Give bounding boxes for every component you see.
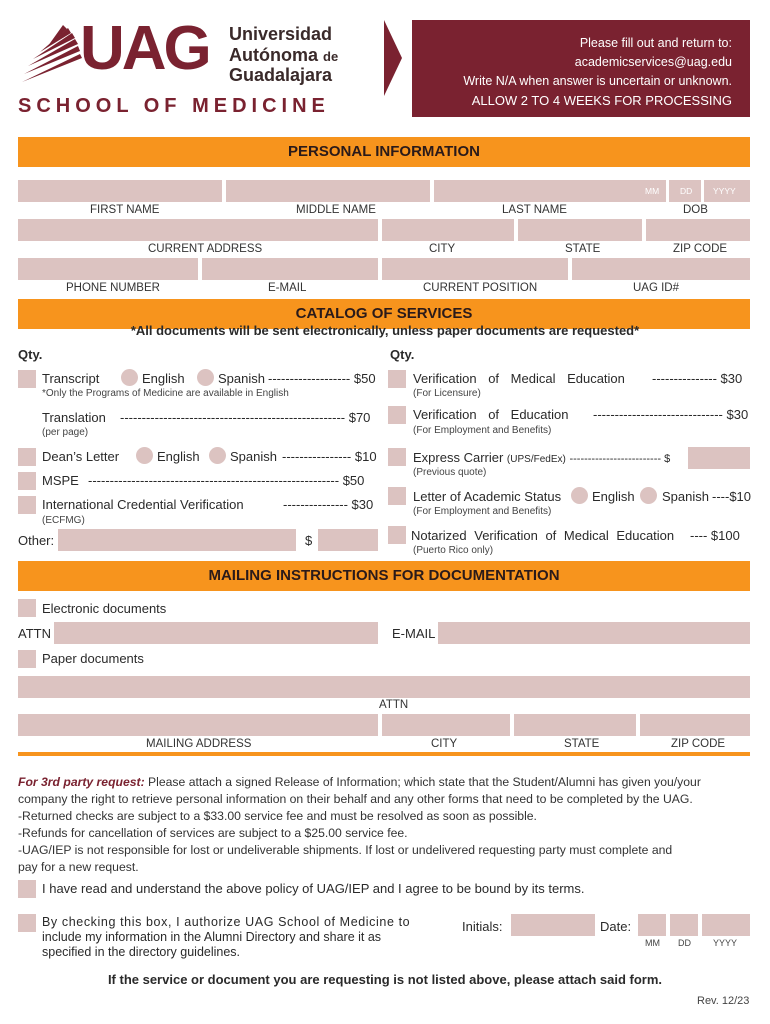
revision-label: Rev. 12/23 <box>697 995 750 1007</box>
translation-price: ---------------------------------------------------- $70 <box>120 410 371 425</box>
other-dollar: $ <box>305 533 313 548</box>
middle-name-label: MIDDLE NAME <box>296 204 376 216</box>
dob-yyyy-placeholder: YYYY <box>713 186 736 196</box>
other-label: Other: <box>18 533 55 548</box>
las-checkbox[interactable] <box>388 487 406 505</box>
vme-label: Verification of Medical Education <box>413 371 625 386</box>
logo-line-universidad: Universidad <box>229 24 333 44</box>
electronic-checkbox[interactable] <box>18 599 36 617</box>
third-party-text: Please attach a signed Release of Information; which state that the Student/Alumni has given you/your <box>144 775 701 789</box>
current-address-label: CURRENT ADDRESS <box>148 243 263 255</box>
las-label: Letter of Academic Status <box>413 489 562 504</box>
authorize-checkbox[interactable] <box>18 914 36 932</box>
agree-label: I have read and understand the above policy of UAG/IEP and I agree to be bound by its terms. <box>42 881 585 896</box>
las-english-label: English <box>592 489 635 504</box>
mailing-divider <box>18 752 750 756</box>
middle-name-field[interactable] <box>226 180 430 202</box>
header-arrow <box>384 20 402 96</box>
paper-label: Paper documents <box>42 651 144 666</box>
mailing-address-field[interactable] <box>18 714 378 736</box>
processing-notice: ALLOW 2 TO 4 WEEKS FOR PROCESSING <box>471 93 732 108</box>
las-spanish-label: Spanish <box>662 489 709 504</box>
date-label: Date: <box>600 919 632 934</box>
deans-spanish-label: Spanish <box>230 449 277 464</box>
paper-checkbox[interactable] <box>18 650 36 668</box>
transcript-price: ------------------- $50 <box>268 371 376 386</box>
other-amount-field[interactable] <box>318 529 378 551</box>
las-price: ----$10 <box>712 489 752 504</box>
attn-field[interactable] <box>54 622 378 644</box>
mailing-state-field[interactable] <box>514 714 636 736</box>
logo-line-autonoma <box>229 45 338 66</box>
express-amount-field[interactable] <box>688 447 750 469</box>
policy-line-4: -Refunds for cancellation of services are subject to a $25.00 service fee. <box>18 826 408 840</box>
translation-label: Translation <box>42 410 106 425</box>
icv-label: International Credential Verification <box>42 497 244 512</box>
return-email: academicservices@uag.edu <box>574 55 732 69</box>
policy-text <box>18 774 758 876</box>
phone-field[interactable] <box>18 258 198 280</box>
uag-id-field[interactable] <box>572 258 750 280</box>
logo-autonoma: Autónoma <box>229 45 318 65</box>
current-position-field[interactable] <box>382 258 568 280</box>
express-label <box>413 450 670 465</box>
las-spanish-radio[interactable] <box>640 487 657 504</box>
logo-de: de <box>323 49 339 64</box>
deans-english-radio[interactable] <box>136 447 153 464</box>
initials-label: Initials: <box>462 919 503 934</box>
nvme-checkbox[interactable] <box>388 526 406 544</box>
authorize-line-1: By checking this box, I authorize UAG School of Medicine to <box>42 915 411 929</box>
deans-price: ---------------- $10 <box>282 449 377 464</box>
zip-label: ZIP CODE <box>673 243 728 255</box>
sunburst-logo-icon <box>18 24 88 84</box>
first-name-field[interactable] <box>18 180 222 202</box>
mailing-bar <box>18 561 750 591</box>
logo-uag-text: UAG <box>80 14 209 83</box>
date-dd-label: DD <box>678 938 691 948</box>
state-field[interactable] <box>518 219 642 241</box>
dob-dd-placeholder: DD <box>680 186 693 196</box>
nvme-price: ---- $100 <box>690 528 740 543</box>
express-note: (Previous quote) <box>413 467 487 478</box>
policy-line-5: -UAG/IEP is not responsible for lost or undeliverable shipments. If lost or undelivered requesting party must complete and <box>18 843 673 857</box>
authorize-line-2: include my information in the Alumni Directory and share it as <box>42 930 382 944</box>
transcript-note: *Only the Programs of Medicine are available in English <box>42 388 289 399</box>
date-dd-field[interactable] <box>670 914 698 936</box>
transcript-spanish-radio[interactable] <box>197 369 214 386</box>
policy-line-3: -Returned checks are subject to a $33.00 service fee and must be resolved as soon as possible. <box>18 809 537 823</box>
other-field[interactable] <box>58 529 296 551</box>
transcript-checkbox[interactable] <box>18 370 36 388</box>
deans-english-label: English <box>157 449 200 464</box>
mail-email-label: E-MAIL <box>392 626 436 641</box>
city-label: CITY <box>429 243 456 255</box>
personal-info-title: PERSONAL INFORMATION <box>288 143 480 160</box>
express-dashes: ------------------------- $ <box>569 453 671 465</box>
express-checkbox[interactable] <box>388 448 406 466</box>
instructions-line-3: Write N/A when answer is uncertain or unknown. <box>463 74 732 88</box>
ve-checkbox[interactable] <box>388 406 406 424</box>
policy-line-1 <box>18 774 758 791</box>
vme-checkbox[interactable] <box>388 370 406 388</box>
ve-note: (For Employment and Benefits) <box>413 425 552 436</box>
express-carrier-type: (UPS/FedEx) <box>506 454 566 465</box>
paper-attn-field[interactable] <box>18 676 750 698</box>
third-party-label: For 3rd party request: <box>18 775 145 789</box>
vme-note: (For Licensure) <box>413 388 481 399</box>
paper-attn-label: ATTN <box>379 699 409 711</box>
uag-id-label: UAG ID# <box>633 282 680 294</box>
zip-field[interactable] <box>646 219 750 241</box>
nvme-label: Notarized Verification of Medical Education <box>411 528 675 543</box>
express-carrier-label: Express Carrier <box>413 450 504 465</box>
current-address-field[interactable] <box>18 219 378 241</box>
mspe-price: ---------------------------------------------------------- $50 <box>88 473 365 488</box>
ve-label: Verification of Education <box>413 407 569 422</box>
phone-label: PHONE NUMBER <box>66 282 160 294</box>
deans-letter-checkbox[interactable] <box>18 448 36 466</box>
school-of-medicine: SCHOOL OF MEDICINE <box>18 95 330 117</box>
agree-checkbox[interactable] <box>18 880 36 898</box>
dob-label: DOB <box>683 204 708 216</box>
deans-spanish-radio[interactable] <box>209 447 226 464</box>
vme-price: --------------- $30 <box>652 371 743 386</box>
transcript-spanish-label: Spanish <box>218 371 265 386</box>
qty-right-label: Qty. <box>390 347 415 362</box>
transcript-english-label: English <box>142 371 185 386</box>
mailing-title: MAILING INSTRUCTIONS FOR DOCUMENTATION <box>208 567 560 584</box>
last-name-label: LAST NAME <box>502 204 567 216</box>
instructions-box <box>412 20 750 117</box>
mspe-label: MSPE <box>42 473 79 488</box>
mailing-zip-label: ZIP CODE <box>671 738 726 750</box>
footer-note: If the service or document you are requesting is not listed above, please attach said form. <box>107 972 663 987</box>
ve-price: ------------------------------ $30 <box>593 407 749 422</box>
city-field[interactable] <box>382 219 514 241</box>
policy-line-6: pay for a new request. <box>18 860 139 874</box>
date-mm-field[interactable] <box>638 914 666 936</box>
first-name-label: FIRST NAME <box>90 204 160 216</box>
instructions-line-1: Please fill out and return to: <box>579 36 732 50</box>
mailing-address-label: MAILING ADDRESS <box>146 738 252 750</box>
policy-line-2: company the right to retrieve personal information on their behalf and any other forms that need to be completed by the UAG. <box>18 792 693 806</box>
mailing-city-label: CITY <box>431 738 458 750</box>
initials-field[interactable] <box>511 914 595 936</box>
date-yyyy-label: YYYY <box>713 938 738 948</box>
authorize-line-3: specified in the directory guidelines. <box>42 945 241 959</box>
icv-checkbox[interactable] <box>18 496 36 514</box>
dob-mm-placeholder: MM <box>645 186 660 196</box>
deans-letter-label: Dean’s Letter <box>42 449 120 464</box>
date-mm-label: MM <box>645 938 660 948</box>
current-position-label: CURRENT POSITION <box>423 282 538 294</box>
icv-price: --------------- $30 <box>283 497 374 512</box>
catalog-note: *All documents will be sent electronically, unless paper documents are requested* <box>130 323 640 338</box>
translation-note: (per page) <box>42 427 89 438</box>
attn-label: ATTN <box>18 626 51 641</box>
personal-info-bar <box>18 137 750 167</box>
transcript-label: Transcript <box>42 371 100 386</box>
las-note: (For Employment and Benefits) <box>413 506 552 517</box>
mspe-checkbox[interactable] <box>18 472 36 490</box>
mailing-zip-field[interactable] <box>640 714 750 736</box>
mailing-state-label: STATE <box>564 738 600 750</box>
date-yyyy-field[interactable] <box>702 914 750 936</box>
state-label: STATE <box>565 243 601 255</box>
transcript-english-radio[interactable] <box>121 369 138 386</box>
logo-line-guadalajara: Guadalajara <box>229 65 333 85</box>
electronic-label: Electronic documents <box>42 601 167 616</box>
email-label: E-MAIL <box>268 282 307 294</box>
last-name-field[interactable] <box>434 180 638 202</box>
email-field[interactable] <box>202 258 378 280</box>
icv-note: (ECFMG) <box>42 515 85 526</box>
nvme-note: (Puerto Rico only) <box>413 545 494 556</box>
mailing-city-field[interactable] <box>382 714 510 736</box>
authorize-text <box>42 915 410 960</box>
catalog-title: CATALOG OF SERVICES <box>295 305 473 322</box>
mail-email-field[interactable] <box>438 622 750 644</box>
las-english-radio[interactable] <box>571 487 588 504</box>
qty-left-label: Qty. <box>18 347 43 362</box>
